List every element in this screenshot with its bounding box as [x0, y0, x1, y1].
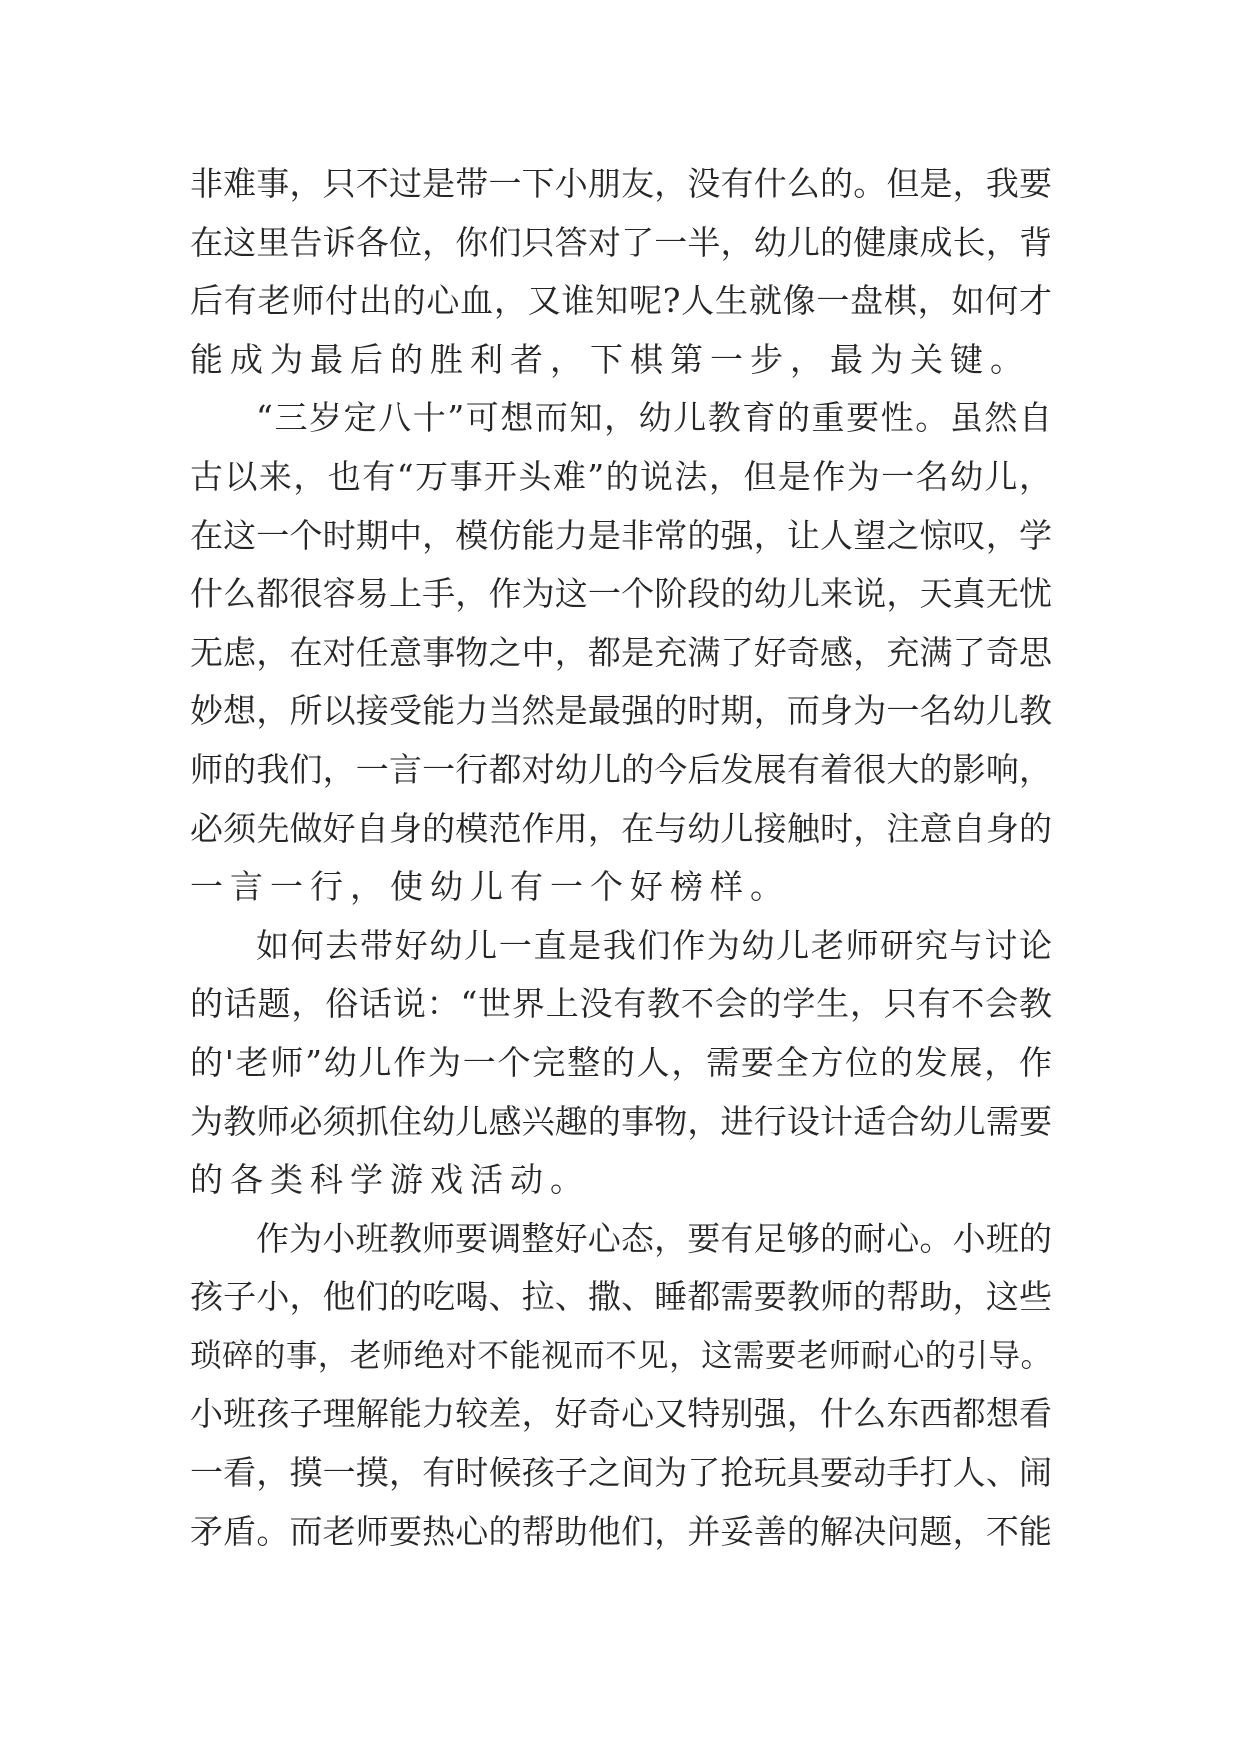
text-line: 的各类科学游戏活动。	[190, 1160, 590, 1200]
text-line: 的话题，俗话说：“世界上没有教不会的学生，只有不会教	[190, 984, 1052, 1024]
text-line: 小班孩子理解能力较差，好奇心又特别强，什么东西都想看	[190, 1394, 1052, 1434]
text-line: 如何去带好幼儿一直是我们作为幼儿老师研究与讨论	[256, 925, 1052, 965]
paragraph-3	[190, 917, 1052, 1210]
text-line: 必须先做好自身的模范作用，在与幼儿接触时，注意自身的	[190, 808, 1052, 848]
text-line: 非难事，只不过是带一下小朋友，没有什么的。但是，我要	[190, 164, 1052, 203]
text-line: 在这一个时期中，模仿能力是非常的强，让人望之惊叹，学	[190, 515, 1052, 555]
text-line: 作为小班教师要调整好心态，要有足够的耐心。小班的	[256, 1218, 1052, 1258]
text-line: 在这里告诉各位，你们只答对了一半，幼儿的健康成长，背	[190, 222, 1052, 262]
text-line: 为教师必须抓住幼儿感兴趣的事物，进行设计适合幼儿需要	[190, 1101, 1052, 1141]
text-line: 古以来，也有“万事开头难”的说法，但是作为一名幼儿，	[190, 456, 1052, 496]
text-line: 无虑，在对任意事物之中，都是充满了好奇感，充满了奇思	[190, 632, 1052, 672]
text-line: 能成为最后的胜利者，下棋第一步，最为关键。	[190, 339, 1030, 379]
paragraph-1	[190, 155, 1052, 389]
document-body	[190, 155, 1052, 1561]
paragraph-4	[190, 1210, 1052, 1562]
text-line: 妙想，所以接受能力当然是最强的时期，而身为一名幼儿教	[190, 691, 1052, 731]
text-line: 孩子小，他们的吃喝、拉、撒、睡都需要教师的帮助，这些	[190, 1277, 1052, 1317]
text-line: 的'老师”幼儿作为一个完整的人，需要全方位的发展，作	[190, 1042, 1052, 1082]
text-line: 师的我们，一言一行都对幼儿的今后发展有着很大的影响，	[190, 749, 1052, 789]
text-line: 什么都很容易上手，作为这一个阶段的幼儿来说，天真无忧	[190, 574, 1052, 614]
text-line: 一看，摸一摸，有时候孩子之间为了抢玩具要动手打人、闹	[190, 1453, 1052, 1493]
text-line: 琐碎的事，老师绝对不能视而不见，这需要老师耐心的引导。	[190, 1337, 1052, 1374]
text-line: 一言一行，使幼儿有一个好榜样。	[190, 867, 790, 907]
text-line: 后有老师付出的心血，又谁知呢?人生就像一盘棋，如何才	[190, 281, 1052, 321]
paragraph-2	[190, 389, 1052, 916]
text-line: “三岁定八十”可想而知，幼儿教育的重要性。虽然自	[256, 398, 1052, 438]
text-line: 矛盾。而老师要热心的帮助他们，并妥善的解决问题，不能	[190, 1511, 1052, 1551]
